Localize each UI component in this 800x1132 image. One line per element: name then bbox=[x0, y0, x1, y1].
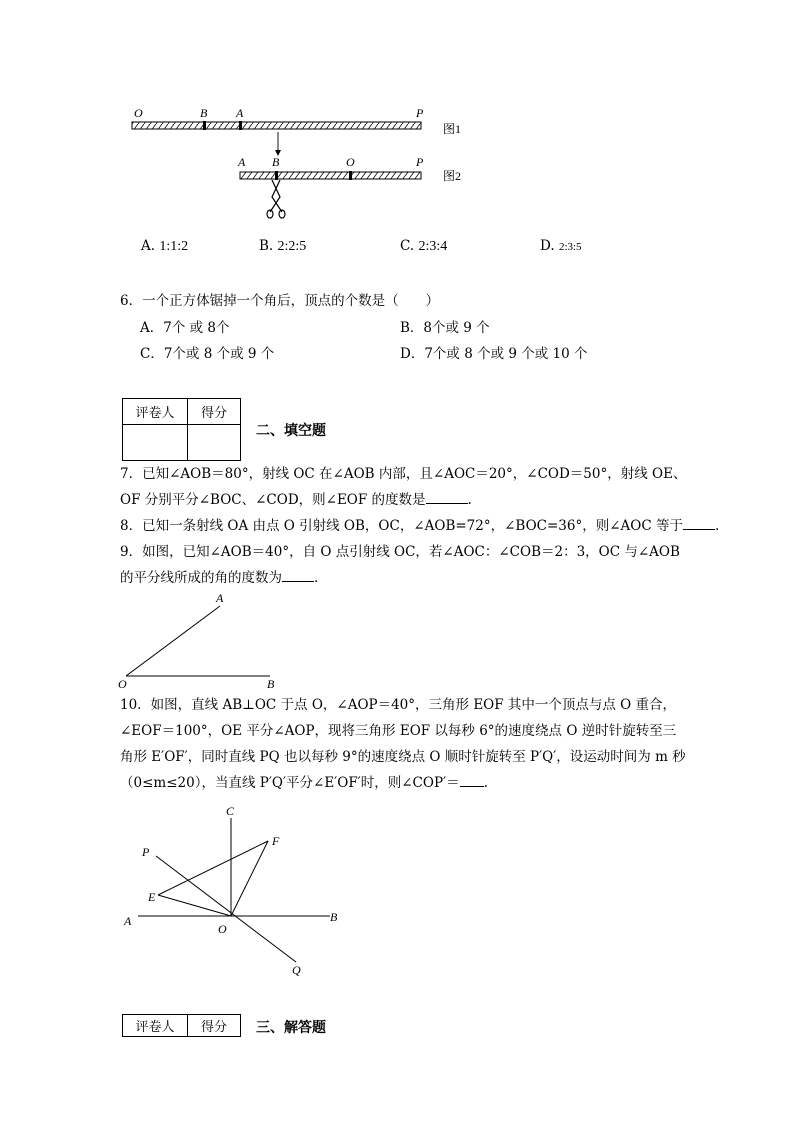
q9-line2-text: 的平分线所成的角的度数为 bbox=[120, 570, 282, 586]
label-O-fig2: O bbox=[346, 155, 355, 169]
q5-option-b-value: 2:2:5 bbox=[277, 239, 307, 254]
score-label: 得分 bbox=[188, 399, 241, 425]
q6-option-a: A．7个 或 8个 bbox=[140, 320, 230, 336]
bar-1 bbox=[132, 122, 421, 129]
q5-option-c-value: 2:3:4 bbox=[418, 239, 448, 254]
score-table-section2 bbox=[122, 398, 241, 461]
q5-option-a-value: 1:1:2 bbox=[159, 239, 189, 254]
q9-line1: 9．如图，已知∠AOB＝40°，自 O 点引射线 OC，若∠AOC：∠COB＝2：3，OC 与∠AOB bbox=[120, 544, 680, 560]
q10-line4 bbox=[120, 774, 488, 792]
q7-answer-blank[interactable] bbox=[426, 491, 468, 504]
q6-option-c: C．7个或 8 个或 9 个 bbox=[140, 346, 275, 362]
stick-figure bbox=[120, 100, 500, 225]
q5-option-b-letter: B. bbox=[259, 238, 274, 254]
segment-OF bbox=[231, 841, 268, 916]
q7-end: . bbox=[467, 492, 472, 508]
q10-label-Q: Q bbox=[292, 963, 301, 977]
mark-b-2 bbox=[275, 171, 278, 180]
q10-label-E: E bbox=[148, 890, 156, 904]
mark-b-1 bbox=[203, 121, 206, 130]
q5-option-a-letter: A. bbox=[141, 238, 156, 254]
q9-label-O: O bbox=[118, 677, 127, 688]
label-A-fig2: A bbox=[238, 155, 246, 169]
q9-label-A: A bbox=[216, 591, 224, 605]
q5-option-c-letter: C. bbox=[400, 238, 415, 254]
bar-2 bbox=[240, 172, 421, 179]
mark-a-1 bbox=[239, 121, 242, 130]
q10-label-P: P bbox=[142, 845, 150, 859]
q10-geometry-figure bbox=[118, 798, 358, 980]
caption-fig2: 图2 bbox=[443, 169, 462, 183]
scissors-icon bbox=[267, 180, 285, 218]
q9-line2 bbox=[120, 569, 318, 587]
line-PQ bbox=[156, 856, 296, 962]
q6-stem: 6．一个正方体锯掉一个角后，顶点的个数是（ ） bbox=[120, 293, 440, 309]
label-P-fig2: P bbox=[416, 155, 424, 169]
q7-line2-text: OF 分别平分∠BOC、∠COD，则∠EOF 的度数是 bbox=[120, 492, 426, 508]
q5-option-d bbox=[540, 238, 582, 254]
q5-option-a bbox=[141, 238, 188, 255]
q10-label-B: B bbox=[330, 910, 338, 924]
score-table-section3 bbox=[122, 1014, 241, 1037]
label-O-fig1: O bbox=[134, 106, 143, 120]
q10-label-O: O bbox=[218, 922, 227, 936]
label-B-fig1: B bbox=[200, 106, 208, 120]
q10-line2: ∠EOF＝100°，OE 平分∠AOP，现将三角形 EOF 以每秒 6°的速度绕点 O 逆时针旋转至三 bbox=[120, 723, 677, 739]
q5-option-d-letter: D. bbox=[540, 238, 555, 254]
q5-option-c bbox=[400, 238, 447, 255]
caption-fig1: 图1 bbox=[443, 122, 462, 136]
q10-label-C: C bbox=[226, 804, 235, 818]
ray-OA bbox=[126, 606, 220, 676]
q10-line4-text: （0≤m≤20），当直线 P′Q′平分∠E′OF′时，则∠COP′＝ bbox=[120, 775, 460, 791]
label-B-fig2: B bbox=[272, 155, 280, 169]
mark-o-2 bbox=[349, 171, 352, 180]
grader-cell[interactable] bbox=[123, 425, 188, 461]
q10-line1: 10．如图，直线 AB⊥OC 于点 O，∠AOP＝40°，三角形 EOF 其中一个顶点与点 O 重合， bbox=[120, 697, 677, 713]
q7-line1: 7．已知∠AOB＝80°，射线 OC 在∠AOB 内部，且∠AOC＝20°，∠COD＝50°，射线 OE、 bbox=[120, 466, 687, 482]
segment-EF bbox=[158, 841, 268, 895]
q9-angle-figure bbox=[112, 588, 282, 688]
q10-label-A: A bbox=[124, 914, 132, 928]
score-cell[interactable] bbox=[188, 425, 241, 461]
section3-title: 三、解答题 bbox=[256, 1020, 326, 1036]
q10-line3: 角形 E′OF′，同时直线 PQ 也以每秒 9°的速度绕点 O 顺时针旋转至 P′Q′，设运动时间为 m 秒 bbox=[120, 749, 686, 765]
q9-answer-blank[interactable] bbox=[282, 569, 314, 582]
segment-OE bbox=[158, 895, 231, 916]
q5-option-d-value: 2:3:5 bbox=[558, 241, 582, 253]
q7-line2 bbox=[120, 491, 472, 509]
q10-label-F: F bbox=[272, 834, 280, 848]
label-A-fig1: A bbox=[236, 106, 244, 120]
q6-option-d: D．7个或 8 个或 9 个或 10 个 bbox=[400, 346, 588, 362]
q5-option-b bbox=[259, 238, 306, 255]
q8-answer-blank[interactable] bbox=[683, 517, 715, 530]
q10-end: . bbox=[483, 775, 488, 791]
q8-line bbox=[120, 517, 719, 535]
grader-label: 评卷人 bbox=[123, 1015, 188, 1037]
q8-text: 8．已知一条射线 OA 由点 O 引射线 OB，OC，∠AOB=72°，∠BOC=36°，则∠AOC 等于 bbox=[120, 518, 683, 534]
score-label: 得分 bbox=[188, 1015, 241, 1037]
grader-label: 评卷人 bbox=[123, 399, 188, 425]
q10-answer-blank[interactable] bbox=[460, 774, 484, 787]
section2-title: 二、填空题 bbox=[256, 423, 326, 439]
q9-label-B: B bbox=[267, 677, 275, 688]
q6-option-b: B．8个或 9 个 bbox=[400, 320, 490, 336]
label-P-fig1: P bbox=[416, 106, 424, 120]
q8-end: . bbox=[714, 518, 720, 534]
q9-end: . bbox=[314, 570, 319, 586]
